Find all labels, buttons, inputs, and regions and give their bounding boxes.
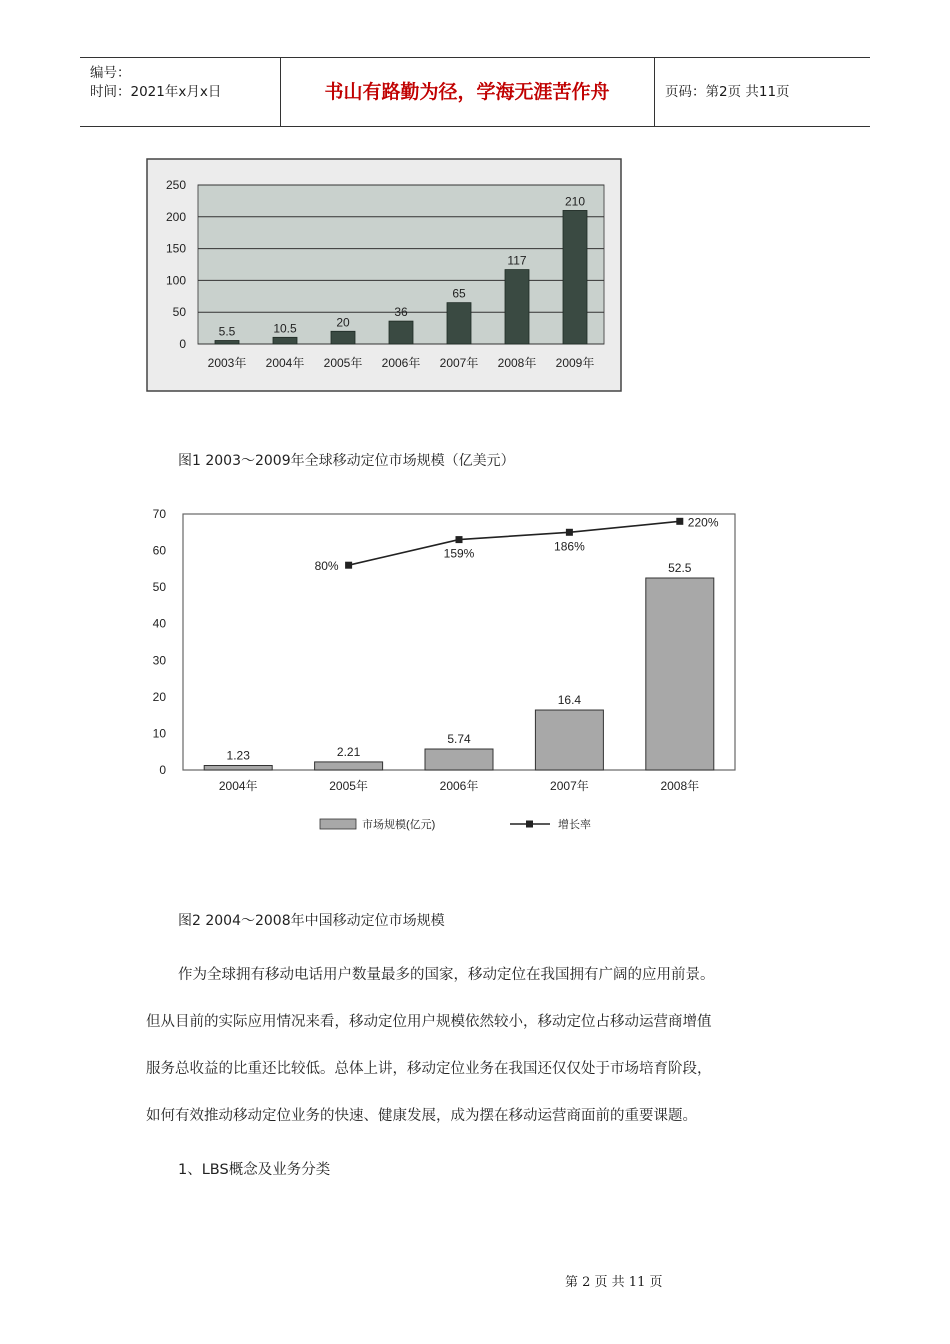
bar	[535, 710, 603, 770]
growth-label: 159%	[443, 546, 475, 561]
page-footer: 第 2 页 共 11 页	[565, 1275, 663, 1290]
bar	[215, 341, 239, 344]
y-tick-label: 20	[152, 689, 166, 704]
x-tick-label: 2003年	[207, 356, 247, 370]
bar	[331, 331, 355, 344]
x-tick-label: 2004年	[218, 779, 258, 793]
figure2-caption: 图2 2004～2008年中国移动定位市场规模	[178, 913, 445, 929]
x-tick-label: 2004年	[265, 356, 305, 370]
chart-global-market	[146, 158, 622, 392]
data-label: 65	[452, 286, 466, 301]
data-label: 5.74	[447, 732, 471, 747]
data-label: 117	[507, 253, 527, 268]
growth-marker	[345, 562, 352, 569]
y-tick-label: 10	[152, 726, 166, 741]
bar	[273, 337, 297, 344]
y-tick-label: 150	[165, 241, 186, 256]
legend-label-bar: 市场规模(亿元)	[362, 819, 436, 831]
data-label: 20	[336, 315, 350, 330]
figure1-caption: 图1 2003～2009年全球移动定位市场规模（亿美元）	[178, 453, 515, 469]
plot-area	[198, 185, 604, 344]
bar	[389, 321, 413, 344]
bar	[425, 749, 493, 770]
x-tick-label: 2007年	[439, 356, 479, 370]
legend-swatch-bar	[320, 819, 356, 829]
data-label: 2.21	[336, 744, 361, 759]
growth-marker	[566, 529, 573, 536]
x-tick-label: 2008年	[497, 356, 537, 370]
body-paragraph-line: 作为全球拥有移动电话用户数量最多的国家，移动定位在我国拥有广阔的应用前景。	[178, 967, 715, 983]
chart-china-market	[140, 500, 750, 845]
y-tick-label: 250	[165, 178, 186, 192]
y-tick-label: 0	[179, 337, 186, 351]
data-label: 5.5	[218, 324, 236, 339]
data-label: 52.5	[668, 561, 692, 575]
y-tick-label: 100	[165, 273, 186, 288]
y-tick-label: 40	[152, 616, 166, 631]
x-tick-label: 2006年	[381, 356, 421, 370]
data-label: 16.4	[557, 693, 582, 708]
section-heading: 1、LBS概念及业务分类	[178, 1162, 331, 1178]
bar	[646, 578, 714, 770]
y-tick-label: 70	[152, 507, 166, 521]
body-paragraph-line: 如何有效推动移动定位业务的快速、健康发展，成为摆在移动运营商面前的重要课题。	[146, 1108, 697, 1124]
growth-marker	[676, 518, 683, 525]
x-tick-label: 2009年	[555, 356, 595, 370]
growth-marker	[456, 536, 463, 543]
y-tick-label: 50	[152, 580, 166, 595]
y-tick-label: 0	[159, 763, 166, 777]
page-header	[80, 57, 870, 127]
growth-label: 186%	[554, 539, 585, 554]
bar	[563, 210, 587, 344]
header-meta	[80, 58, 280, 126]
data-label: 210	[564, 194, 586, 209]
x-tick-label: 2005年	[329, 779, 368, 793]
x-tick-label: 2008年	[660, 779, 700, 793]
number-label: 编号：	[90, 65, 131, 81]
x-tick-label: 2007年	[550, 779, 589, 793]
growth-label: 220%	[687, 515, 719, 530]
legend-label-line: 增长率	[558, 819, 591, 831]
bar	[447, 303, 471, 344]
time-label: 时间：2021年x月x日	[90, 84, 222, 100]
y-tick-label: 60	[152, 543, 166, 558]
body-paragraph-line: 但从目前的实际应用情况来看，移动定位用户规模依然较小，移动定位占移动运营商增值	[146, 1014, 712, 1030]
data-label: 10.5	[273, 321, 297, 336]
legend-swatch-marker	[526, 821, 533, 828]
y-tick-label: 50	[172, 305, 186, 320]
body-paragraph-line: 服务总收益的比重还比较低。总体上讲，移动定位业务在我国还仅仅处于市场培育阶段，	[146, 1061, 712, 1077]
x-tick-label: 2005年	[323, 356, 363, 370]
growth-label: 80%	[314, 559, 339, 574]
y-tick-label: 30	[152, 653, 166, 668]
y-tick-label: 200	[165, 209, 186, 224]
x-tick-label: 2006年	[439, 779, 479, 793]
bar	[204, 766, 272, 770]
bar	[315, 762, 383, 770]
header-page-info: 页码：第2页 共11页	[665, 84, 790, 100]
bar	[505, 270, 529, 344]
data-label: 36	[394, 305, 408, 320]
header-motto: 书山有路勤为径，学海无涯苦作舟	[324, 81, 610, 103]
data-label: 1.23	[226, 748, 250, 763]
